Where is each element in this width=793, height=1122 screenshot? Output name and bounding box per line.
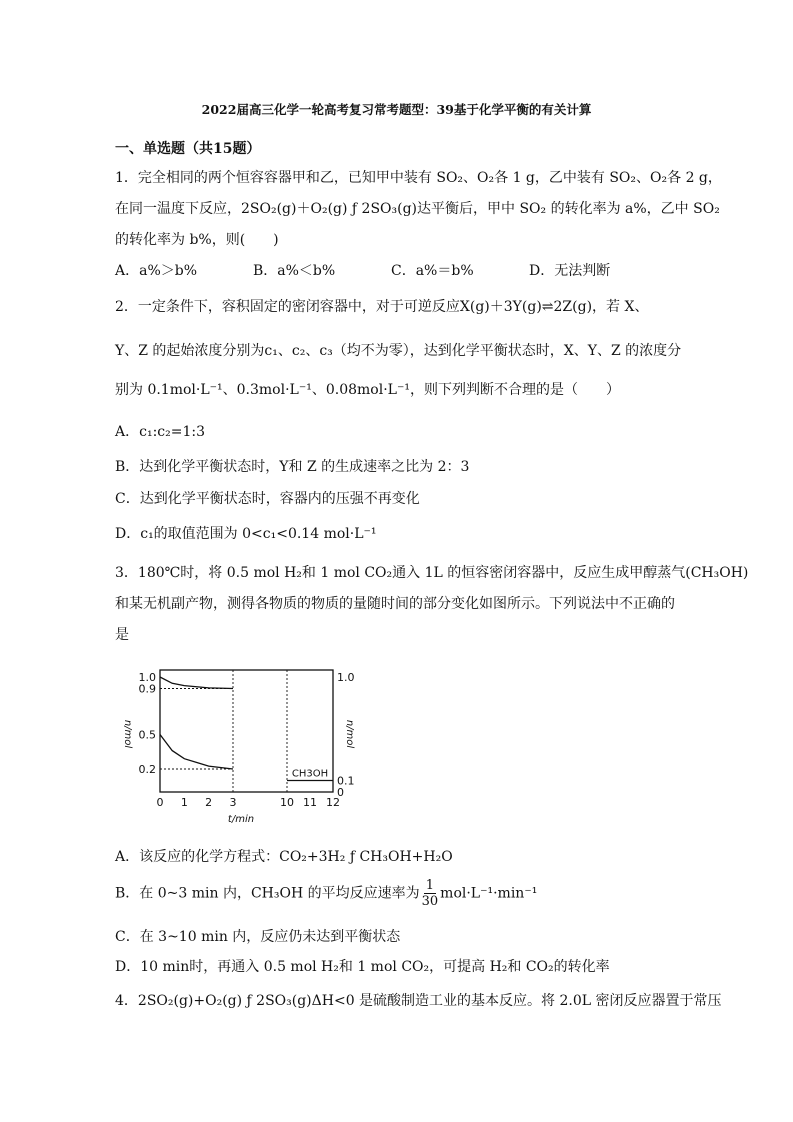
series-annotation-ch3oh: CH3OH <box>291 768 329 780</box>
x-tick-label-2: 2 <box>205 796 213 809</box>
q4-line-1: 4．2SO₂(g)+O₂(g) ƒ 2SO₃(g)ΔH<0 是硫酸制造工业的基本反应。将 2.0L 密闭反应器置于常压 <box>115 993 722 1009</box>
y-left-tick-label-0: 1.0 <box>138 671 156 684</box>
q2-option-d: D．c₁的取值范围为 0<c₁<0.14 mol·L⁻¹ <box>115 526 377 542</box>
x-tick-label-1: 1 <box>180 796 188 809</box>
moles-vs-time-chart <box>115 662 355 832</box>
q2-line-1: 2．一定条件下，容积固定的密闭容器中，对于可逆反应X(g)＋3Y(g)⇌2Z(g)，若 X、 <box>115 299 649 315</box>
x-tick-label-5: 11 <box>303 796 317 809</box>
x-tick-label-0: 0 <box>156 796 164 809</box>
q1-line-3: 的转化率为 b%，则( ) <box>115 232 279 248</box>
q2-line-3: 别为 0.1mol·L⁻¹、0.3mol·L⁻¹、0.08mol·L⁻¹，则下列判断不合理的是（ ） <box>115 382 620 398</box>
series-line-1 <box>160 735 233 770</box>
q3-line-1: 3．180℃时，将 0.5 mol H₂和 1 mol CO₂通入 1L 的恒容密闭容器中，反应生成甲醇蒸气(CH₃OH) <box>115 565 749 581</box>
q2-option-b: B．达到化学平衡状态时，Y和 Z 的生成速率之比为 2：3 <box>115 459 470 475</box>
q3-option-b-unit: mol·L⁻¹·min⁻¹ <box>440 885 538 902</box>
q3-option-a: A．该反应的化学方程式：CO₂+3H₂ ƒ CH₃OH+H₂O <box>115 849 453 865</box>
x-tick-label-6: 12 <box>326 796 340 809</box>
y-right-tick-label-2: 0 <box>337 786 344 799</box>
y-axis-label-left: n/mol <box>122 719 133 749</box>
rate-fraction-numerator: 1 <box>425 878 435 893</box>
section-heading: 一、单选题（共15题） <box>115 141 261 157</box>
y-right-tick-label-1: 0.1 <box>337 774 355 788</box>
y-left-tick-label-2: 0.5 <box>138 728 156 742</box>
q1-line-1: 1．完全相同的两个恒容容器甲和乙，已知甲中装有 SO₂、O₂各 1 g，乙中装有 SO₂、O₂各 2 g， <box>115 170 722 186</box>
q1-options <box>115 260 667 280</box>
x-tick-label-3: 3 <box>229 796 237 809</box>
q3-line-3: 是 <box>115 627 129 643</box>
q2-option-a: A．c₁:c₂=1:3 <box>115 424 205 440</box>
q1-line-2: 在同一温度下反应，2SO₂(g)＋O₂(g) ƒ 2SO₃(g)达平衡后，甲中 SO₂ 的转化率为 a%，乙中 SO₂ <box>115 201 720 217</box>
rate-fraction <box>422 878 439 909</box>
q1-option-c: C．a%＝b% <box>391 263 474 279</box>
x-tick-label-4: 10 <box>280 796 294 809</box>
q3-option-c: C．在 3~10 min 内，反应仍未达到平衡状态 <box>115 929 401 945</box>
rate-fraction-denominator: 30 <box>421 894 439 909</box>
series-line-0 <box>160 677 233 689</box>
y-left-tick-label-3: 0.2 <box>138 763 156 776</box>
q3-line-2: 和某无机副产物，测得各物质的物质的量随时间的部分变化如图所示。下列说法中不正确的 <box>115 596 675 612</box>
q3-option-b <box>115 878 537 909</box>
q1-option-a: A．a%＞b% <box>115 263 198 279</box>
q2-option-c: C．达到化学平衡状态时，容器内的压强不再变化 <box>115 491 420 507</box>
x-axis-label: t/min <box>227 814 255 825</box>
q3-option-d: D．10 min时，再通入 0.5 mol H₂和 1 mol CO₂，可提高 H₂和 CO₂的转化率 <box>115 959 610 975</box>
q2-line-2: Y、Z 的起始浓度分别为c₁、c₂、c₃（均不为零），达到化学平衡状态时，X、Y、Z 的浓度分 <box>115 343 682 359</box>
q1-option-d: D．无法判断 <box>529 263 611 279</box>
y-left-tick-label-1: 0.9 <box>138 682 156 696</box>
y-axis-label-right: n/mol <box>344 719 355 749</box>
doc-title: 2022届高三化学一轮高考复习常考题型：39基于化学平衡的有关计算 <box>201 102 592 117</box>
y-right-tick-label-0: 1.0 <box>337 671 355 684</box>
q1-option-b: B．a%＜b% <box>253 263 336 279</box>
q3-option-b-text: B．在 0~3 min 内，CH₃OH 的平均反应速率为 <box>115 885 420 902</box>
